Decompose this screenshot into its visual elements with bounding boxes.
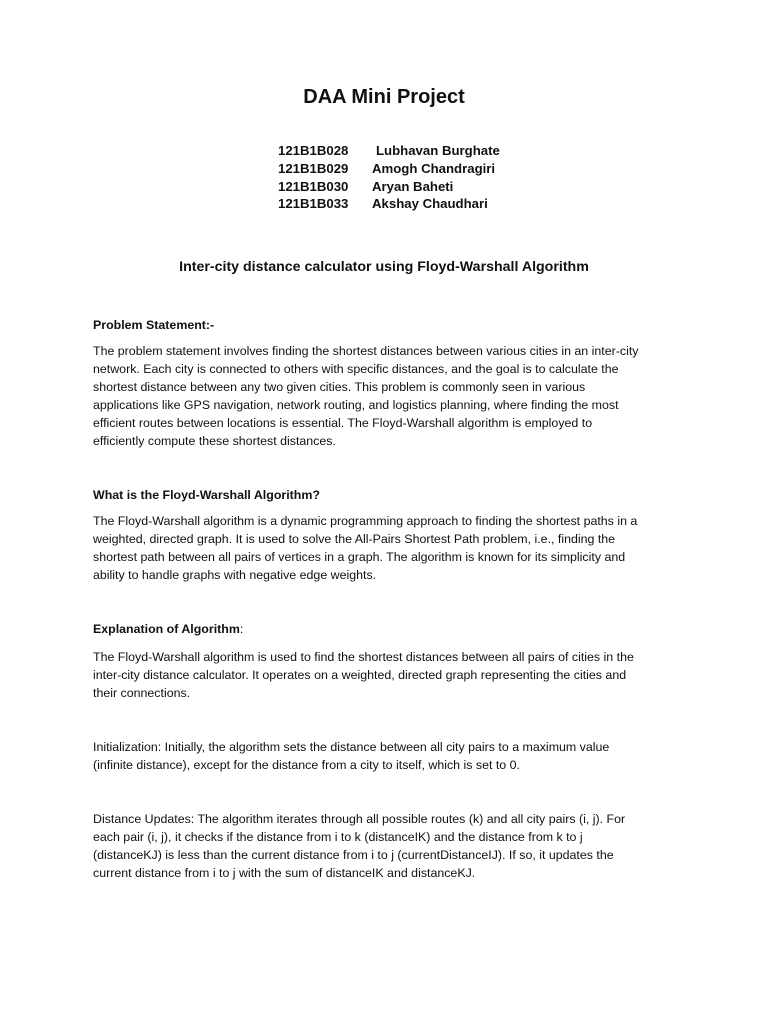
paragraph-line: ability to handle graphs with negative edge weights.: [93, 567, 377, 582]
member-id: 121B1B028: [278, 143, 349, 158]
explanation-body: [93, 649, 683, 703]
paragraph-line: current distance from i to j with the sum of distanceIK and distanceKJ.: [93, 865, 476, 880]
document-subtitle: Inter-city distance calculator using Floyd-Warshall Algorithm: [179, 259, 589, 275]
paragraph-line: efficiently compute these shortest distances.: [93, 433, 336, 448]
member-row: [278, 142, 500, 160]
paragraph-line: inter-city distance calculator. It operates on a weighted, directed graph representing the cities and: [93, 667, 627, 682]
explanation-heading-text: Explanation of Algorithm: [93, 622, 240, 636]
member-row: [278, 178, 500, 196]
explanation-heading: [93, 621, 683, 638]
initialization-body: [93, 739, 683, 775]
paragraph-line: The problem statement involves finding the shortest distances between various cities in an inter-city: [93, 344, 639, 358]
what-is-section: [93, 487, 683, 504]
paragraph-line: Distance Updates: The algorithm iterates through all possible routes (k) and all city pairs (i, j). For: [93, 812, 626, 826]
paragraph-line: each pair (i, j), it checks if the distance from i to k (distanceIK) and the distance from k to j: [93, 829, 583, 844]
problem-body: [93, 343, 683, 450]
paragraph-line: (distanceKJ) is less than the current distance from i to j (currentDistanceIJ). If so, it updates the: [93, 847, 614, 862]
paragraph-line: Initialization: Initially, the algorithm sets the distance between all city pairs to a maximum value: [93, 740, 610, 754]
member-id: 121B1B030: [278, 178, 349, 194]
paragraph-line: (infinite distance), except for the distance from a city to itself, which is set to 0.: [93, 757, 520, 772]
member-row: [278, 160, 500, 178]
document-title: DAA Mini Project: [303, 86, 465, 108]
paragraph-line: their connections.: [93, 685, 191, 700]
member-list: [278, 142, 500, 213]
paragraph-line: efficient routes between locations is essential. The Floyd-Warshall algorithm is employed to: [93, 415, 593, 430]
member-name: Amogh Chandragiri: [372, 160, 496, 176]
paragraph-line: weighted, directed graph. It is used to solve the All-Pairs Shortest Path problem, i.e., finding the: [93, 531, 616, 546]
paragraph-line: The Floyd-Warshall algorithm is used to find the shortest distances between all pairs of cities in the: [93, 650, 634, 664]
member-name: Aryan Baheti: [372, 178, 454, 194]
explanation-heading-colon: :: [239, 622, 244, 636]
paragraph-line: network. Each city is connected to others with specific distances, and the goal is to calculate the: [93, 361, 619, 376]
explanation-section: [93, 621, 683, 638]
what-is-heading: What is the Floyd-Warshall Algorithm?: [93, 488, 320, 502]
paragraph-line: applications like GPS navigation, network routing, and logistics planning, where finding the most: [93, 397, 619, 412]
paragraph-line: The Floyd-Warshall algorithm is a dynamic programming approach to finding the shortest paths in a: [93, 514, 638, 528]
member-id: 121B1B029: [278, 160, 349, 176]
paragraph-line: shortest path between all pairs of vertices in a graph. The algorithm is known for its simplicity and: [93, 549, 626, 564]
problem-heading: Problem Statement:-: [93, 318, 215, 332]
member-name: Akshay Chaudhari: [372, 196, 488, 212]
member-id: 121B1B033: [278, 196, 349, 212]
what-is-body: [93, 513, 683, 585]
distance-updates-body: [93, 811, 683, 883]
paragraph-line: shortest distance between any two given cities. This problem is commonly seen in various: [93, 379, 586, 394]
problem-section: [93, 317, 683, 334]
member-row: [278, 195, 500, 213]
member-name: Lubhavan Burghate: [376, 143, 500, 158]
